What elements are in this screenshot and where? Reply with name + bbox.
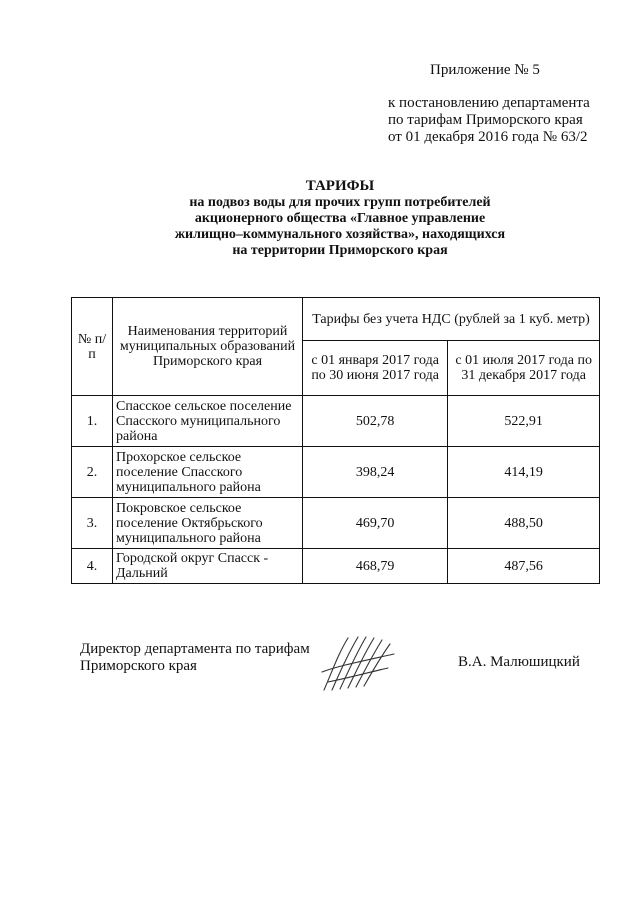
row-territory: Покровское сельское поселение Октябрьского муниципального района [113,498,303,549]
row-tariff-2: 522,91 [448,396,600,447]
appendix-reference-date: от 01 декабря 2016 года № 63/2 [388,129,588,145]
title-main: ТАРИФЫ [305,178,375,194]
appendix-reference-line: по тарифам Приморского края [388,112,583,128]
table-row [72,498,600,549]
table-row [72,447,600,498]
row-number: 3. [72,498,113,549]
handwritten-signature-icon [318,632,398,694]
table-header-row [72,298,600,341]
position-line: Приморского края [80,658,197,674]
row-tariff-1: 398,24 [303,447,448,498]
table-row [72,396,600,447]
row-territory: Прохорское сельское поселение Спасского муниципального района [113,447,303,498]
header-period-2: с 01 июля 2017 года по 31 декабря 2017 года [448,341,600,396]
row-tariff-2: 487,56 [448,549,600,584]
header-period-1: с 01 января 2017 года по 30 июня 2017 года [303,341,448,396]
table-row [72,549,600,584]
row-tariff-1: 468,79 [303,549,448,584]
appendix-reference-line: к постановлению департамента [388,95,590,111]
row-tariff-2: 414,19 [448,447,600,498]
row-territory: Городской округ Спасск - Дальний [113,549,303,584]
header-tariffs-group: Тарифы без учета НДС (рублей за 1 куб. метр) [303,298,600,341]
row-number: 1. [72,396,113,447]
header-territory: Наименования территорий муниципальных образований Приморского края [113,298,303,396]
document-title [80,178,600,259]
title-line: жилищно–коммунального хозяйства», находящихся [174,227,506,242]
row-tariff-2: 488,50 [448,498,600,549]
title-line: акционерного общества «Главное управление [194,211,486,226]
signatory-position [80,641,310,675]
title-line: на подвоз воды для прочих групп потребителей [189,195,491,210]
appendix-header [388,62,590,146]
header-number: № п/п [72,298,113,396]
row-number: 2. [72,447,113,498]
tariffs-table [71,297,600,584]
row-territory: Спасское сельское поселение Спасского муниципального района [113,396,303,447]
position-line: Директор департамента по тарифам [80,641,310,657]
appendix-number: Приложение № 5 [430,62,540,78]
row-tariff-1: 502,78 [303,396,448,447]
row-tariff-1: 469,70 [303,498,448,549]
signatory-name: В.А. Малюшицкий [458,654,580,670]
title-line: на территории Приморского края [232,243,448,258]
row-number: 4. [72,549,113,584]
